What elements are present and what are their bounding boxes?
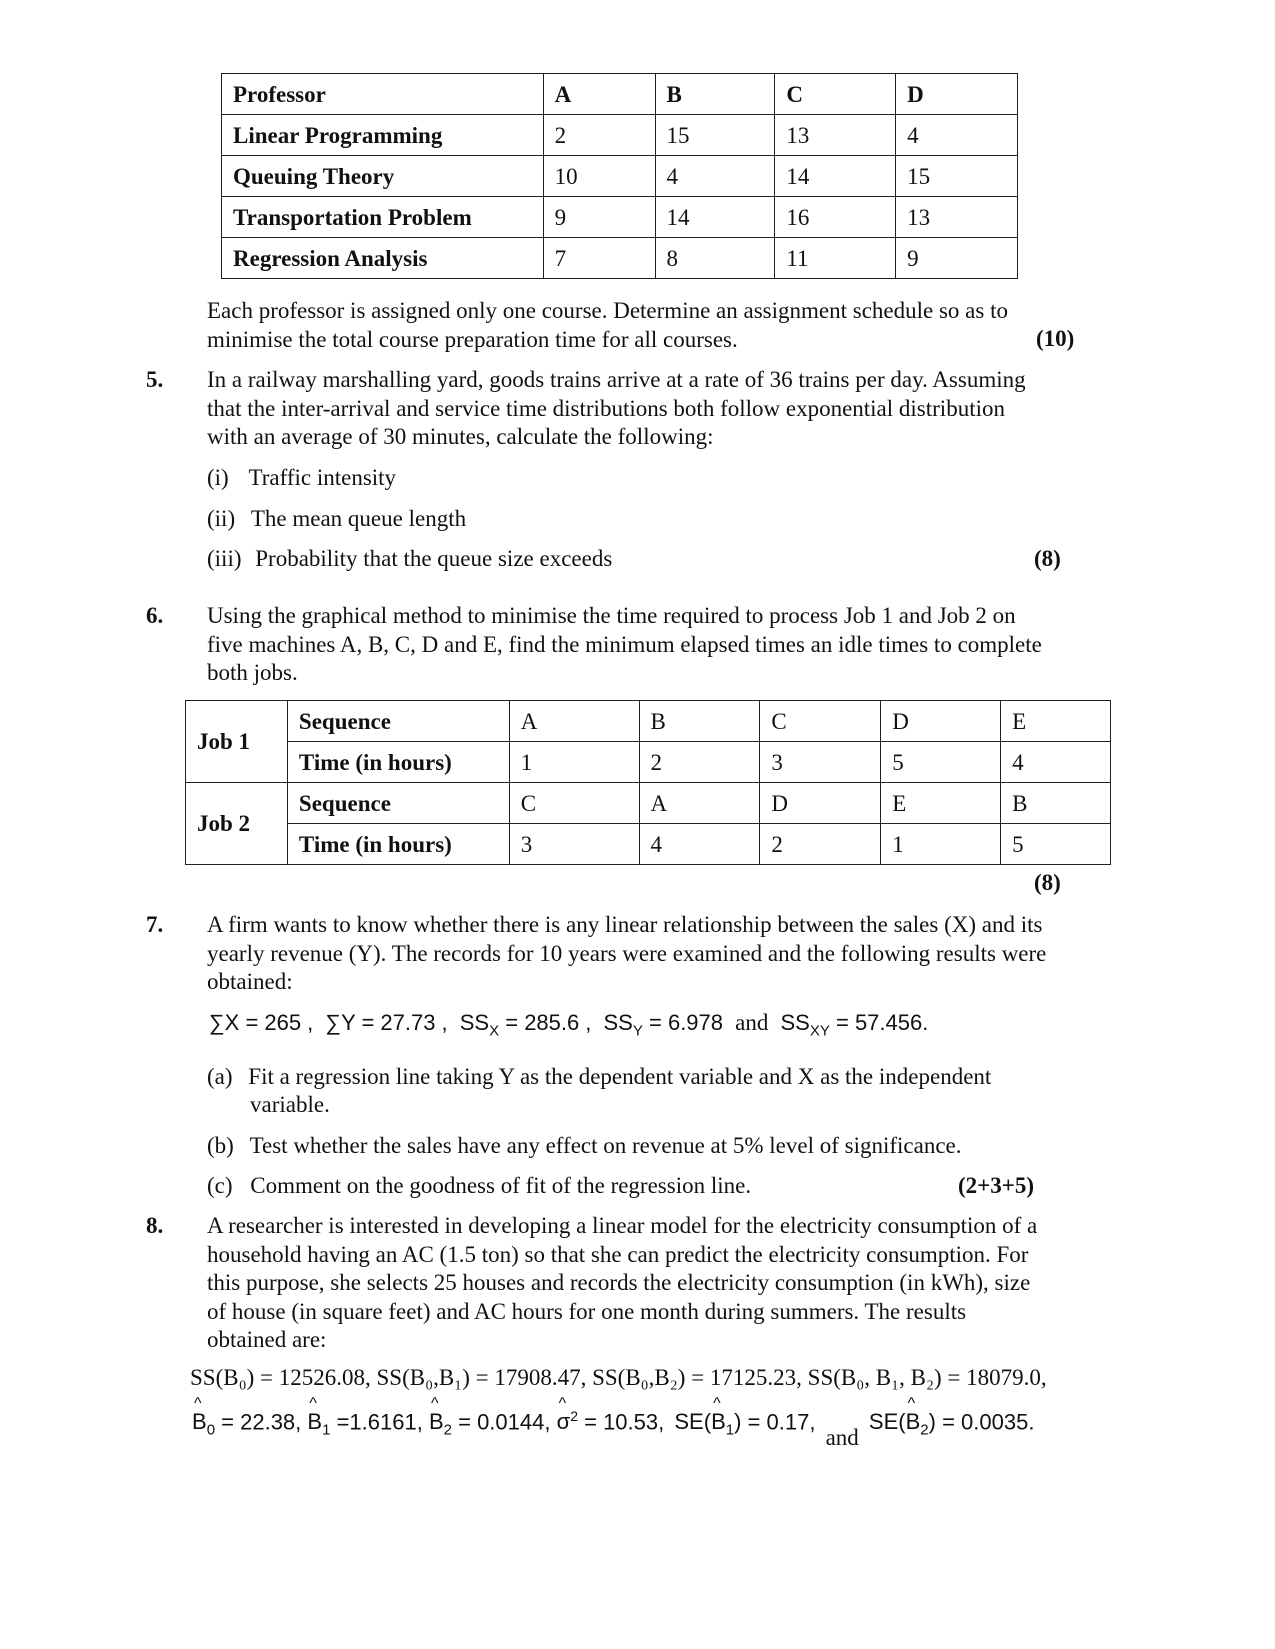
- table-cell: 3: [509, 824, 639, 865]
- job-sequence-table: [185, 700, 1111, 865]
- table-cell: 15: [896, 156, 1018, 197]
- table-cell: B: [639, 701, 760, 742]
- table-cell: 10: [543, 156, 655, 197]
- question-number: 6.: [146, 603, 164, 628]
- se1-value: = 0.17,: [747, 1409, 816, 1435]
- table-cell: 4: [896, 115, 1018, 156]
- marks-label: (8): [1034, 870, 1061, 895]
- question-6-text: [207, 602, 1042, 688]
- q7-formula: ∑X = 265 , ∑Y = 27.73 , $SS_X = 285.6$ , $SS_Y = 6.978$ and $SS_{XY} = 57.456$.: [209, 1010, 929, 1040]
- table-cell: E: [881, 783, 1001, 824]
- row-label: Sequence: [287, 783, 509, 824]
- sub-item: [207, 1172, 751, 1201]
- table-header-cell: C: [775, 74, 896, 115]
- course-name: Queuing Theory: [222, 156, 544, 197]
- sub-item-label: (b): [207, 1133, 234, 1158]
- text-line: minimise the total course preparation time for all courses.: [207, 326, 738, 352]
- question-7-text: [207, 911, 1046, 997]
- table-header-row: [222, 74, 1018, 115]
- table-cell: 13: [775, 115, 896, 156]
- table-cell: A: [509, 701, 639, 742]
- sub-item-text: The mean queue length: [250, 506, 467, 531]
- table-cell: 1: [509, 742, 639, 783]
- table-row: [186, 824, 1111, 865]
- table-cell: 16: [775, 197, 896, 238]
- table-cell: 4: [655, 156, 775, 197]
- row-label: Time (in hours): [287, 824, 509, 865]
- sub-item-label: (i): [207, 465, 229, 490]
- text-line: yearly revenue (Y). The records for 10 years were examined and the following results were: [207, 940, 1047, 966]
- ss-xy: $SS_{XY} = 57.456$: [780, 1010, 923, 1040]
- table-cell: 13: [896, 197, 1018, 238]
- table-cell: 4: [639, 824, 760, 865]
- table-cell: 9: [543, 197, 655, 238]
- table-cell: C: [509, 783, 639, 824]
- sub-item-label: (iii): [207, 546, 242, 571]
- professor-course-table: [221, 73, 1018, 279]
- sub-item: [207, 1132, 962, 1161]
- table-row: [186, 701, 1111, 742]
- table-cell: E: [1001, 701, 1111, 742]
- table-header-cell: A: [543, 74, 655, 115]
- sub-item: [207, 545, 612, 574]
- text-line: of house (in square feet) and AC hours for one month during summers. The results: [207, 1298, 967, 1324]
- marks-label: (2+3+5): [958, 1173, 1035, 1198]
- text-line: A firm wants to know whether there is any linear relationship between the sales (X) and its: [207, 912, 1043, 937]
- table-cell: 5: [881, 742, 1001, 783]
- question-number: 8.: [146, 1213, 164, 1238]
- course-name: Linear Programming: [222, 115, 544, 156]
- question-5-text: [207, 366, 1026, 452]
- table-cell: 3: [760, 742, 881, 783]
- table-row: [222, 115, 1018, 156]
- b0-value: = 22.38,: [221, 1409, 302, 1435]
- sum-y: ∑Y = 27.73: [325, 1010, 436, 1035]
- table-header-cell: B: [655, 74, 775, 115]
- table-row: [186, 742, 1111, 783]
- sub-item-text: Probability that the queue size exceeds: [255, 546, 613, 571]
- table-header-cell: Professor: [222, 74, 544, 115]
- sub-item-continuation: variable.: [250, 1092, 330, 1117]
- and-word: and: [735, 1010, 769, 1035]
- table-cell: 7: [543, 238, 655, 279]
- text-line: both jobs.: [207, 660, 298, 685]
- question-number: 5.: [146, 367, 164, 392]
- text-line: A researcher is interested in developing a linear model for the electricity consumption of a: [207, 1213, 1038, 1238]
- sub-item-label: (c): [207, 1173, 233, 1198]
- table-cell: D: [881, 701, 1001, 742]
- job-name: Job 2: [186, 783, 288, 865]
- text-line: with an average of 30 minutes, calculate the following:: [207, 424, 714, 449]
- sub-item: [207, 464, 396, 493]
- row-label: Sequence: [287, 701, 509, 742]
- marks-label: (10): [1036, 326, 1075, 351]
- table-cell: B: [1001, 783, 1111, 824]
- sub-item: [207, 505, 466, 534]
- table-cell: 15: [655, 115, 775, 156]
- table-cell: 14: [655, 197, 775, 238]
- and-word: and: [825, 1425, 859, 1451]
- table-header-cell: D: [896, 74, 1018, 115]
- text-line: In a railway marshalling yard, goods trains arrive at a rate of 36 trains per day. Assuming: [207, 367, 1026, 392]
- table-cell: 11: [775, 238, 896, 279]
- table-cell: 4: [1001, 742, 1111, 783]
- sub-item-label: (a): [207, 1064, 233, 1089]
- table-row: [222, 238, 1018, 279]
- table-cell: C: [760, 701, 881, 742]
- table-cell: 14: [775, 156, 896, 197]
- table-cell: 2: [543, 115, 655, 156]
- row-label: Time (in hours): [287, 742, 509, 783]
- table-cell: 2: [760, 824, 881, 865]
- text-line: this purpose, she selects 25 houses and records the electricity consumption (in kWh), size: [207, 1270, 1031, 1295]
- ss-y: $SS_Y = 6.978$: [603, 1010, 724, 1040]
- marks-label: (8): [1034, 546, 1061, 571]
- sub-item: [207, 1063, 991, 1092]
- table-cell: 8: [655, 238, 775, 279]
- table-cell: 1: [881, 824, 1001, 865]
- table-cell: A: [639, 783, 760, 824]
- sub-item-text: Fit a regression line taking Y as the dependent variable and X as the independent: [248, 1064, 992, 1089]
- ss-values-line: SS(B₀) = 12526.08, SS(B₀,B₁) = 17908.47, SS(B₀,B₂) = 17125.23, SS(B₀, B₁, B₂) = 18079.0,: [190, 1365, 1047, 1390]
- se2-value: = 0.0035.: [942, 1409, 1035, 1435]
- text-line: Using the graphical method to minimise the time required to process Job 1 and Job 2 on: [207, 603, 1016, 628]
- estimates-line: ^ $B_0 = 22.38$, ^ $B_1 =1.6161$, ^ $B_2 = 0.0144$, ^ $\sigma^2 = 10.53$, SE(^ $B_1) = 0.17$, and SE(^ $B_2) = 0.0035$.: [192, 1408, 1034, 1439]
- table-cell: 5: [1001, 824, 1111, 865]
- table-cell: 9: [896, 238, 1018, 279]
- b1-value: =1.6161,: [336, 1409, 423, 1435]
- sum-x: ∑X = 265: [209, 1010, 302, 1035]
- text-line: household having an AC (1.5 ton) so that she can predict the electricity consumption. For: [207, 1241, 1029, 1267]
- table-row: [222, 156, 1018, 197]
- course-name: Transportation Problem: [222, 197, 544, 238]
- table-row: [186, 783, 1111, 824]
- b2-value: = 0.0144,: [458, 1409, 551, 1435]
- sub-item-text: Traffic intensity: [248, 465, 397, 490]
- job-name: Job 1: [186, 701, 288, 783]
- sub-item-text: Comment on the goodness of fit of the regression line.: [250, 1173, 752, 1198]
- sigma-value: = 10.53,: [584, 1409, 665, 1435]
- text-line: Each professor is assigned only one course. Determine an assignment schedule so as to: [207, 298, 1008, 323]
- question-8-text: [207, 1212, 1037, 1355]
- text-line: obtained:: [207, 969, 293, 994]
- course-name: Regression Analysis: [222, 238, 544, 279]
- text-line: that the inter-arrival and service time distributions both follow exponential distribution: [207, 395, 1005, 421]
- text-line: five machines A, B, C, D and E, find the minimum elapsed times an idle times to complete: [207, 631, 1042, 657]
- sub-item-text: Test whether the sales have any effect on revenue at 5% level of significance.: [249, 1133, 962, 1158]
- question-4-text: [207, 297, 1008, 354]
- question-number: 7.: [146, 912, 164, 937]
- table-cell: 2: [639, 742, 760, 783]
- table-cell: D: [760, 783, 881, 824]
- ss-x: $SS_X = 285.6$: [459, 1010, 580, 1040]
- sub-item-label: (ii): [207, 506, 236, 531]
- text-line: obtained are:: [207, 1327, 327, 1352]
- table-row: [222, 197, 1018, 238]
